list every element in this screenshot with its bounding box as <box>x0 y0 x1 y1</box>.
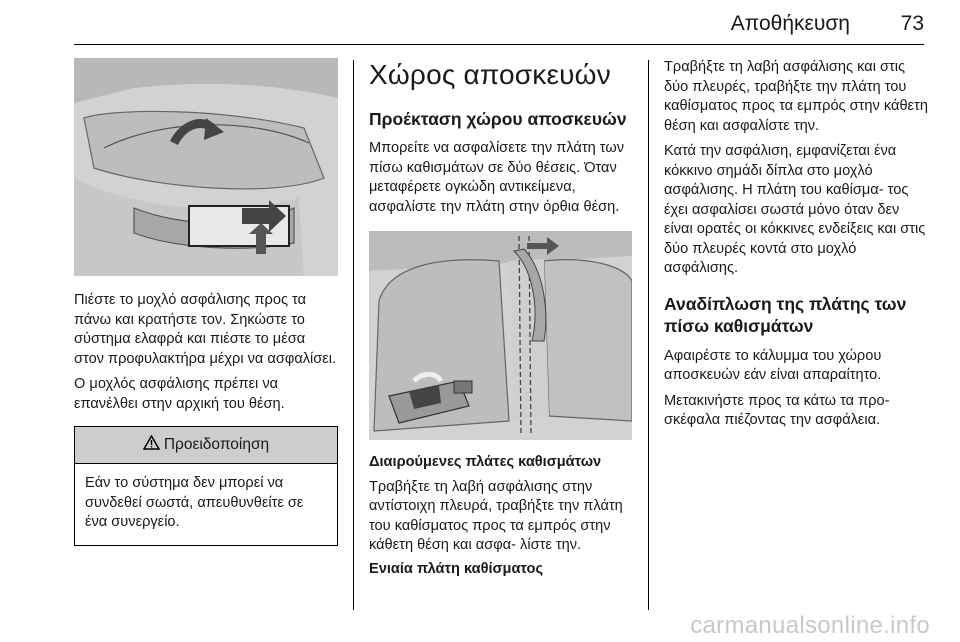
page-header <box>74 0 924 45</box>
split-seatback-text: Τραβήξτε τη λαβή ασφάλισης στην αντίστοιχη πλευρά, τραβήξτε την πλάτη του καθίσματος προς τα εμπρός στην κάθετη θέση και ασφα- λίστε την. <box>369 478 623 553</box>
warning-box <box>74 426 338 546</box>
warning-title: Προειδοποίηση <box>163 436 270 453</box>
instruction-paragraph: Ο μοχλός ασφάλισης πρέπει να επανέλθει στην αρχική του θέση. <box>74 376 285 412</box>
paragraph: Κατά την ασφάλιση, εμφανίζεται ένα κόκκινο σημάδι δίπλα στο μοχλό ασφάλισης. Η πλάτη του καθίσμα- τος έχει ασφαλίσει σωστά μόνο όταν δεν είναι ορατές οι κόκκινες ενδείξεις και στις δύο πλευρές κοντά στο μοχλό ασφάλισης. <box>664 143 926 276</box>
split-seatback-heading: Διαιρούμενες πλάτες καθισμάτων <box>369 454 602 470</box>
watermark: carmanualsonline.info <box>690 612 930 639</box>
paragraph: Τραβήξτε τη λαβή ασφάλισης και στις δύο πλευρές, τραβήξτε την πλάτη του καθίσματος προς τα εμπρός στην κάθετη θέση και ασφαλίστε την. <box>664 59 928 134</box>
warning-text: Εάν το σύστημα δεν μπορεί να συνδεθεί σωστά, απευθυνθείτε σε ένα συνεργείο. <box>85 475 304 530</box>
column-2 <box>369 58 632 579</box>
paragraph: Αφαιρέστε το κάλυμμα του χώρου αποσκευών εάν είναι απαραίτητο. <box>664 347 882 383</box>
rear-seatback-release-illustration-icon <box>369 231 632 440</box>
column-divider <box>648 60 649 610</box>
section-heading: Χώρος αποσκευών <box>369 59 611 90</box>
subsection-heading: Αναδίπλωση της πλάτης των πίσω καθισμάτων <box>664 293 907 336</box>
subsection-heading: Προέκταση χώρου αποσκευών <box>369 109 627 129</box>
column-3 <box>664 58 930 431</box>
warning-header <box>75 427 337 464</box>
warning-triangle-icon <box>143 435 160 455</box>
instruction-paragraph: Πιέστε το μοχλό ασφάλισης προς τα πάνω και κρατήστε τον. Σηκώστε το σύστημα ελαφρά και πιέστε το μέσα στον προφυλακτήρα μέχρι να ασφαλίσει. <box>74 292 337 367</box>
single-seatback-heading: Ενιαία πλάτη καθίσματος <box>369 560 544 577</box>
column-1 <box>74 58 338 546</box>
page-number: 73 <box>900 12 924 35</box>
trunk-lock-lever-illustration-icon <box>74 58 338 276</box>
column-divider <box>353 60 354 610</box>
paragraph: Μετακινήστε προς τα κάτω τα προ- σκέφαλα πιέζοντας την ασφάλεια. <box>664 392 890 428</box>
intro-paragraph: Μπορείτε να ασφαλίσετε την πλάτη των πίσω καθισμάτων σε δύο θέσεις. Όταν μεταφέρετε ογκώδη αντικείμενα, ασφαλίστε την πλάτη στην όρθια θέση. <box>369 140 625 215</box>
page-title: Αποθήκευση <box>730 12 850 35</box>
